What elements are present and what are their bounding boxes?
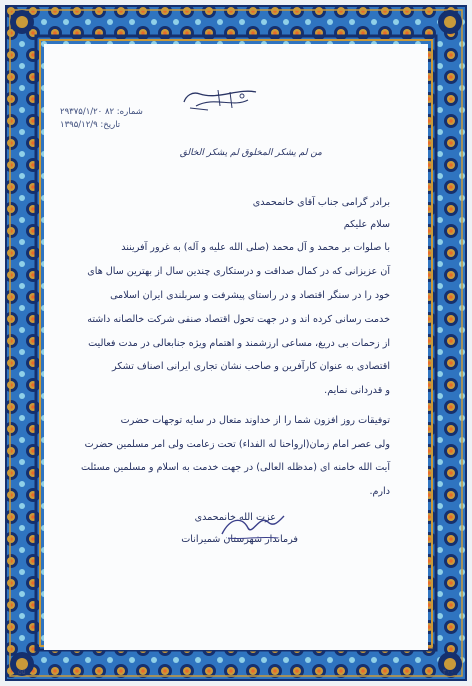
paragraph-1-line-1: با صلوات بر محمد و آل محمد (صلی الله علیه و آله) به غرور آفرینند xyxy=(121,242,390,253)
footer-mark-left: ۵۵ xyxy=(18,668,26,676)
footer-mark-right: ۴۰۰ xyxy=(442,668,454,676)
letter-number: شماره: ۸۲ ۲۹۳۷۵/۱/۲۰ xyxy=(60,107,143,117)
paragraph-1-line-7: و قدردانی نمایم. xyxy=(324,385,390,396)
government-emblem xyxy=(178,86,262,116)
greeting: سلام علیکم xyxy=(343,219,390,230)
paragraph-1-line-4: خدمت رسانی کرده اند و در جهت تحول اقتصاد صنفی شرکت خالصانه داشته xyxy=(87,314,390,325)
paragraph-2-line-2: ولی عصر امام زمان(ارواحنا له الفداء) تحت زعامت ولی امر مسلمین حضرت xyxy=(84,439,390,450)
handwritten-signature xyxy=(218,510,288,544)
recipient-line: برادر گرامی جناب آقای خانمحمدی xyxy=(252,197,390,208)
paragraph-1-line-6: اقتصادی به عنوان کارآفرین و صاحب نشان تجاری ایرانی اصناف تشکر xyxy=(112,361,390,372)
letter-date: تاریخ: ۱۳۹۵/۱۲/۹ xyxy=(60,120,121,130)
paragraph-1-line-3: خود را در سنگر اقتصاد و در راستای پیشرفت و سربلندی ایران اسلامی xyxy=(110,290,390,301)
paragraph-2-line-3: آیت الله خامنه ای (مدظله العالی) در جهت خدمت به اسلام و مسلمین مسئلت xyxy=(80,462,390,473)
paragraph-2-line-4: دارم. xyxy=(369,486,390,497)
signatory-title: فرماندار شهرستان شمیرانات xyxy=(181,534,298,545)
motto: من لم یشکر المخلوق لم یشکر الخالق xyxy=(179,148,322,158)
paragraph-2-line-1: توفیقات روز افزون شما را از خداوند متعال در سایه توجهات حضرت xyxy=(120,415,390,426)
paragraph-1-line-2: آن عزیزانی که در کمال صداقت و درستکاری چندین سال از بهترین سال های xyxy=(87,266,390,277)
paragraph-1-line-5: از زحمات بی دریغ، مساعی ارزشمند و اهتمام ویژه جنابعالی در مدت فعالیت xyxy=(88,338,390,349)
signatory-name: عزت الله خانمحمدی xyxy=(194,512,276,523)
